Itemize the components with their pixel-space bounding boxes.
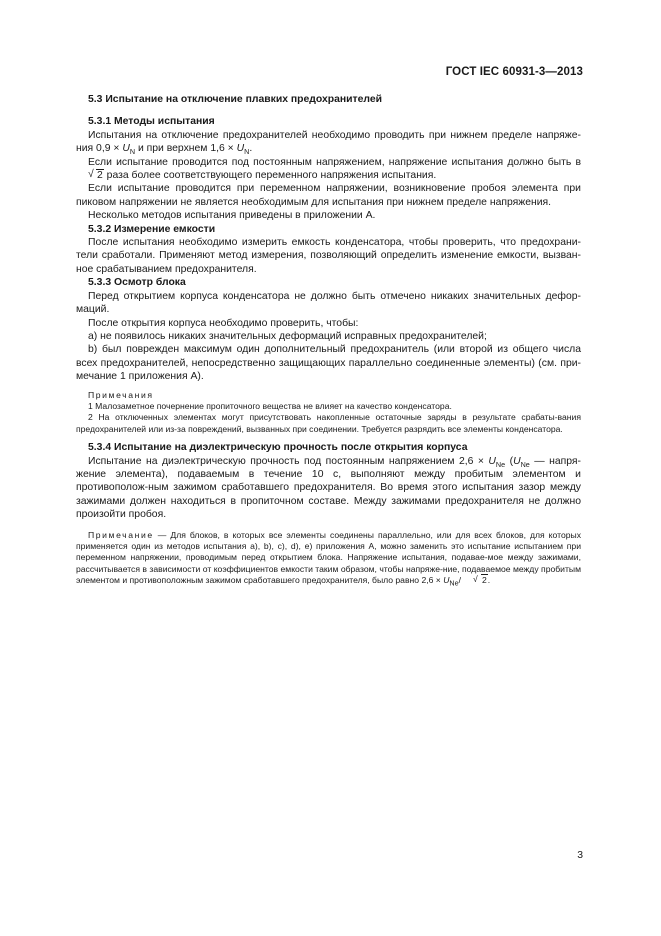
notes-block [76, 390, 581, 436]
main-content [76, 93, 581, 587]
notes-title: Примечания [88, 389, 154, 400]
section-5-3-1-title: 5.3.1 Методы испытания [88, 116, 215, 128]
note-paragraph: Примечание — Для блоков, в которых все элементы соединены параллельно, или для всех блоков, для которых применяется один из методов испытания а), b), с), d), е) приложения А, можно заменить это испытание испытанием при переменном напряжении, проводимым перед открытием блока. Напряжение испытания, подавае-мое между зажимами, рассчитывается в зависимости от коэффициентов емкости таким образом, чтобы напряже-ние, подаваемое между пробитым элементом и противоположным зажимом сработавшего предохранителя, было равно $2,6 \times U_{Ne}/$ √ 2. [76, 529, 581, 588]
paragraph: Если испытание проводится под постоянным напряжением, напряжение испытания должно быть в √ 2 раза более соответствующего переменного напряжения испытания. [76, 156, 581, 183]
paragraph: Испытания на отключение предохранителей необходимо проводить при нижнем пределе напряже-ния $0,9 \times U_N$ и при верхнем $1,6 \times U_N$. [76, 129, 581, 157]
page-number: 3 [577, 850, 583, 861]
square-root: √ 2 [88, 169, 103, 182]
note-item: 1 Малозаметное почернение пропиточного вещества не влияет на качество конденсатора. [88, 400, 452, 411]
section-5-3-4-title: 5.3.4 Испытание на диэлектрическую прочность после открытия корпуса [88, 442, 468, 454]
section-5-3-2-title: 5.3.2 Измерение емкости [88, 223, 216, 235]
section-5-3-title: 5.3 Испытание на отключение плавких предохранителей [88, 94, 383, 105]
paragraph: Несколько методов испытания приведены в приложении А. [88, 210, 376, 222]
square-root: √ 2 [473, 574, 487, 586]
note-label: Примечание [88, 529, 154, 540]
paragraph: После испытания необходимо измерить емкость конденсатора, чтобы проверить, что предохрани-тели сработали. Применяют метод измерения, позволяющий определить изменение емкости, вызван-ное срабатыванием предохранителя. [76, 237, 581, 275]
paragraph: Если испытание проводится при переменном напряжении, возникновение пробоя элемента при пиковом напряжении не является необходимым для испытания при нижнем пределе напряжения. [76, 183, 581, 208]
paragraph: Испытание на диэлектрическую прочность под постоянным напряжением $2,6 \times U_{Ne}$ ($U_{Ne}$ — напря-жение элемента), подаваемым в течение 10 с, выполняют между пробитым элементом и противополож-ным зажимом сработавшего предохранителя. Во время этого испытания зазор между зажимами должен находиться в пропиточном составе. Между зажимами предохранителя не должно произойти пробоя. [76, 455, 581, 521]
note-item: 2 На отключенных элементах могут присутствовать накопленные остаточные заряды в результате срабаты-вания предохранителей или из-за повреждений, вызванных при соединении. Требуется разрядить все элементы конденсатора. [76, 412, 581, 434]
standard-code: ГОСТ IEC 60931-3—2013 [445, 66, 583, 78]
section-5-3-3-title: 5.3.3 Осмотр блока [88, 277, 186, 289]
list-item: а) не появилось никаких значительных деформаций исправных предохранителей; [88, 330, 487, 342]
paragraph: Перед открытием корпуса конденсатора не должно быть отмечено никаких значительных дефор-маций. [76, 290, 581, 316]
list-item: b) был поврежден максимум один дополнительный предохранитель (или второй из общего числа всех предохранителей, непосредственно защищающих параллельно соединенные элементы) (см. при-мечание 1 приложения А). [76, 344, 581, 383]
paragraph: После открытия корпуса необходимо проверить, чтобы: [88, 317, 359, 329]
